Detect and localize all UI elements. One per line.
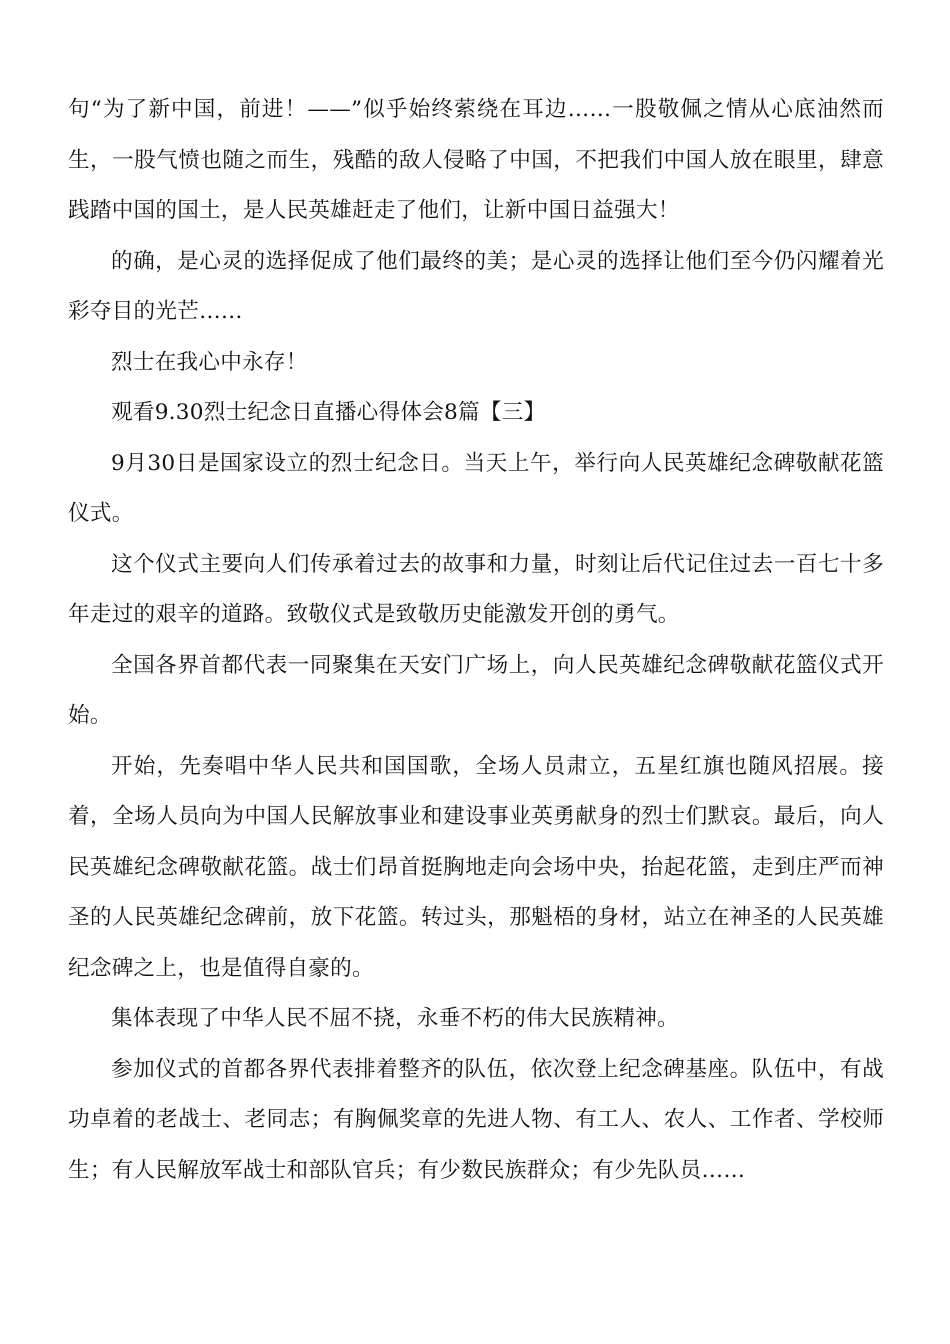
paragraph: 的确，是心灵的选择促成了他们最终的美；是心灵的选择让他们至今仍闪耀着光彩夺目的光芒…… xyxy=(68,248,884,324)
document-page xyxy=(68,85,884,1196)
paragraph: 烈士在我心中永存！ xyxy=(111,349,308,375)
paragraph: 全国各界首都代表一同聚集在天安门广场上，向人民英雄纪念碑敬献花篮仪式开始。 xyxy=(68,652,884,728)
paragraph-continuation: 句“为了新中国，前进！——”似乎始终萦绕在耳边……一股敬佩之情从心底油然而生，一股气愤也随之而生，残酷的敌人侵略了中国，不把我们中国人放在眼里，肆意践踏中国的国土，是人民英雄赶走了他们，让新中国日益强大！ xyxy=(68,97,884,223)
section-heading: 观看9.30烈士纪念日直播心得体会8篇【三】 xyxy=(111,400,546,425)
paragraph: 开始，先奏唱中华人民共和国国歌，全场人员肃立，五星红旗也随风招展。接着，全场人员向为中国人民解放事业和建设事业英勇献身的烈士们默哀。最后，向人民英雄纪念碑敬献花篮。战士们昂首挺胸地走向会场中央，抬起花篮，走到庄严而神圣的人民英雄纪念碑前，放下花篮。转过头，那魁梧的身材，站立在神圣的人民英雄纪念碑之上，也是值得自豪的。 xyxy=(68,753,884,981)
paragraph: 这个仪式主要向人们传承着过去的故事和力量，时刻让后代记住过去一百七十多年走过的艰辛的道路。致敬仪式是致敬历史能激发开创的勇气。 xyxy=(68,551,884,627)
paragraph: 集体表现了中华人民不屈不挠，永垂不朽的伟大民族精神。 xyxy=(111,1006,679,1031)
paragraph: 参加仪式的首都各界代表排着整齐的队伍，依次登上纪念碑基座。队伍中，有战功卓着的老战士、老同志；有胸佩奖章的先进人物、有工人、农人、工作者、学校师生；有人民解放军战士和部队官兵；有少数民族群众；有少先队员…… xyxy=(68,1056,884,1183)
paragraph: 9月30日是国家设立的烈士纪念日。当天上午，举行向人民英雄纪念碑敬献花篮仪式。 xyxy=(68,450,884,526)
